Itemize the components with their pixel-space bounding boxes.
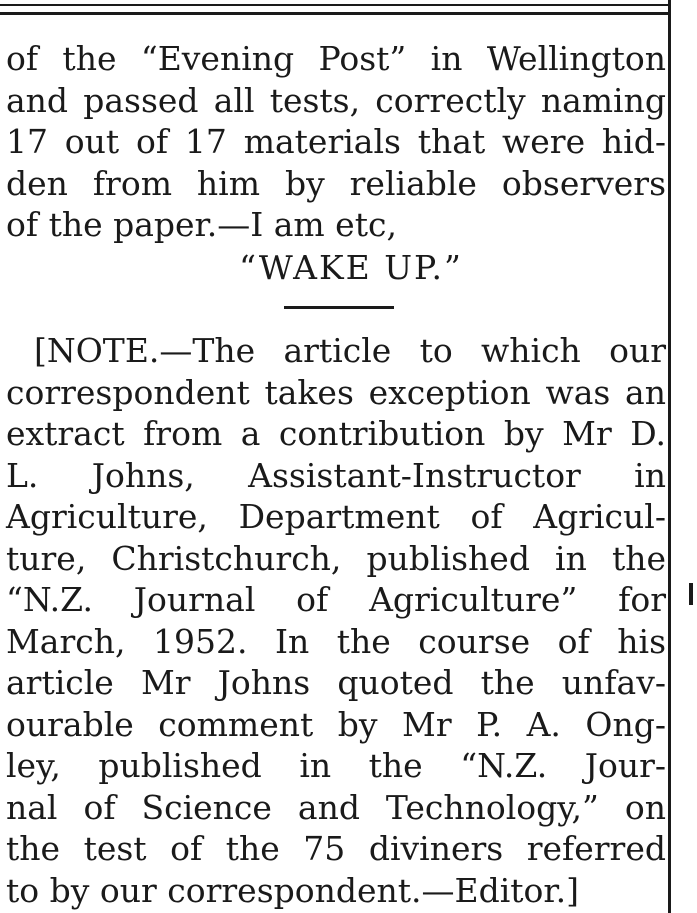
note-line: ture, Christchurch, published in the xyxy=(6,538,666,578)
note-line: ourable comment by Mr P. A. Ong- xyxy=(6,704,666,744)
note-line: nal of Science and Technology,” on xyxy=(6,787,666,827)
letter-line: of the “Evening Post” in Wellington xyxy=(6,39,666,78)
note-line: Agriculture, Department of Agricul- xyxy=(6,497,666,536)
note-line: correspondent takes exception was an xyxy=(6,372,666,412)
note-line: article Mr Johns quoted the unfav- xyxy=(6,663,666,702)
note-line: March, 1952. In the course of his xyxy=(6,621,666,661)
column-border xyxy=(668,0,671,913)
note-line: to by our correspondent.—Editor.] xyxy=(6,870,579,910)
letter-line: of the paper.—I am etc, xyxy=(6,205,397,244)
note-line: L. Johns, Assistant-Instructor in xyxy=(6,455,666,495)
note-line: [NOTE.—The article to which our xyxy=(34,331,666,370)
letter-line: den from him by reliable observers xyxy=(6,163,666,203)
note-line: ley, published in the “N.Z. Jour- xyxy=(6,746,666,785)
signature: “WAKE UP.” xyxy=(239,247,463,287)
note-line: extract from a contribution by Mr D. xyxy=(6,414,666,453)
letter-line: and passed all tests, correctly naming xyxy=(6,80,666,120)
letter-line: 17 out of 17 materials that were hid- xyxy=(6,122,666,161)
note-line: “N.Z. Journal of Agriculture” for xyxy=(6,580,666,619)
letter-body xyxy=(6,38,666,290)
top-rule-thick xyxy=(0,12,668,15)
top-rule xyxy=(0,4,668,6)
note-line: the test of the 75 diviners referred xyxy=(6,829,666,868)
edge-mark xyxy=(689,583,693,605)
section-divider xyxy=(284,306,394,309)
editor-note xyxy=(6,330,666,911)
